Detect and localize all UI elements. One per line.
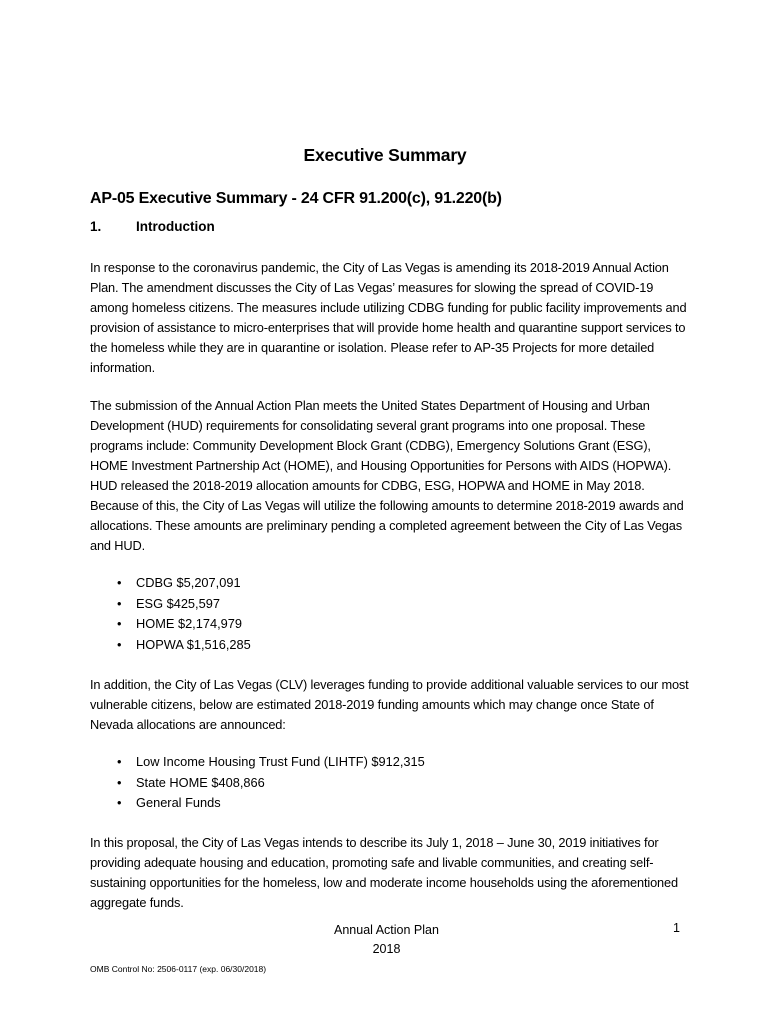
list-item xyxy=(90,773,425,794)
leverage-paragraph xyxy=(90,675,690,735)
allocation-list xyxy=(90,573,251,655)
bullet-icon: • xyxy=(117,754,122,769)
subsection-heading xyxy=(90,219,215,234)
bullet-icon: • xyxy=(117,575,122,590)
list-item xyxy=(90,793,425,814)
list-item-text: HOPWA $1,516,285 xyxy=(136,636,251,652)
list-item-text: ESG $425,597 xyxy=(136,595,220,611)
omb-control-number: OMB Control No: 2506-0117 (exp. 06/30/2018) xyxy=(90,964,267,974)
page-title: Executive Summary xyxy=(303,145,467,165)
bullet-icon: • xyxy=(117,636,122,652)
bullet-icon: • xyxy=(117,595,122,611)
list-item-text: State HOME $408,866 xyxy=(136,774,265,790)
list-item-text: CDBG $5,207,091 xyxy=(136,575,241,590)
subsection-number: 1. xyxy=(90,219,102,234)
list-item xyxy=(90,573,251,594)
paragraph-text: In this proposal, the City of Las Vegas intends to describe its July 1, 2018 – June 30, 2019 initiatives for providing adequate housing and education, promoting safe and livable communities, and creating self-sustaining opportunities for the homeless, low and moderate income households using the aforementioned aggregate funds. xyxy=(90,835,678,910)
bullet-icon: • xyxy=(117,795,122,810)
proposal-paragraph xyxy=(90,833,690,913)
list-item-text: General Funds xyxy=(136,795,221,810)
bullet-icon: • xyxy=(117,774,122,790)
footer-plan-info xyxy=(0,921,770,959)
list-item-text: HOME $2,174,979 xyxy=(136,616,242,631)
list-item xyxy=(90,614,251,635)
bullet-icon: • xyxy=(117,616,122,631)
footer-plan-name: Annual Action Plan xyxy=(334,923,439,937)
page-number: 1 xyxy=(673,921,680,935)
list-item xyxy=(90,752,425,773)
list-item xyxy=(90,635,251,656)
list-item-text: Low Income Housing Trust Fund (LIHTF) $912,315 xyxy=(136,754,425,769)
subsection-label: Introduction xyxy=(136,219,215,234)
intro-paragraph xyxy=(90,258,690,378)
paragraph-text: The submission of the Annual Action Plan meets the United States Department of Housing and Urban Development (HUD) requirements for consolidating several grant programs into one proposal. These programs include: Community Development Block Grant (CDBG), Emergency Solutions Grant (ESG), HOME Investment Partnership Act (HOME), and Housing Opportunities for Persons with AIDS (HOPWA). HUD released the 2018-2019 allocation amounts for CDBG, ESG, HOPWA and HOME in May 2018. Because of this, the City of Las Vegas will utilize the following amounts to determine 2018-2019 awards and allocations. These amounts are preliminary pending a completed agreement between the City of Las Vegas and HUD. xyxy=(90,398,684,553)
paragraph-text: In addition, the City of Las Vegas (CLV) leverages funding to provide additional valuable services to our most vulnerable citizens, below are estimated 2018-2019 funding amounts which may change once State of Nevada allocations are announced: xyxy=(90,677,689,732)
submission-paragraph xyxy=(90,396,690,556)
footer-year: 2018 xyxy=(372,942,401,956)
list-item xyxy=(90,594,251,615)
additional-funding-list xyxy=(90,752,425,814)
section-heading: AP-05 Executive Summary - 24 CFR 91.200(c), 91.220(b) xyxy=(90,190,502,207)
paragraph-text: In response to the coronavirus pandemic, the City of Las Vegas is amending its 2018-2019 Annual Action Plan. The amendment discusses the City of Las Vegas’ measures for slowing the spread of COVID-19 among homeless citizens. The measures include utilizing CDBG funding for public facility improvements and provision of assistance to micro-enterprises that will provide home health and quarantine support services to the homeless while they are in quarantine or isolation. Please refer to AP-35 Projects for more detailed information. xyxy=(90,260,687,375)
